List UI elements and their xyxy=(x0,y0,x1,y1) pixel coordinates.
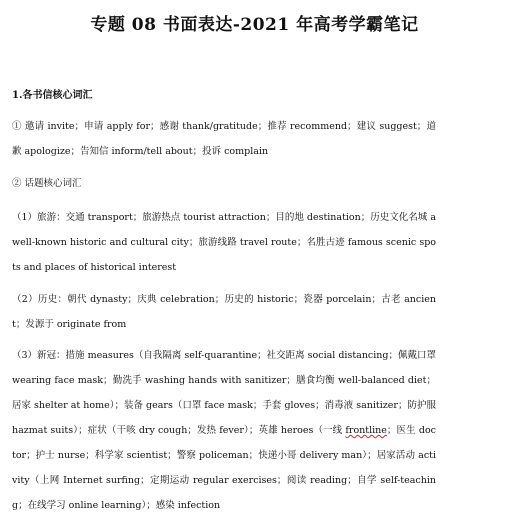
covid-text-part-2: ；医生 doctor；护士 nurse；科学家 scientist；警察 policeman；快递小哥 delivery man）；居家活动 activity（上网 Internet surfing；定期运动 regular exercises；阅读 reading；自学 self-teaching；在线学习 online learning）；感染 infection xyxy=(12,425,436,511)
section-heading: 1.各书信核心词汇 xyxy=(12,90,93,101)
paragraph-history: （2）历史：朝代 dynasty；庆典 celebration；历史的 historic；瓷器 porcelain；古老 ancient；发源于 originate from xyxy=(12,294,436,330)
covid-text-part-1: （3）新冠：措施 measures（自我隔离 self-quarantine；社交距离 social distancing；佩戴口罩 wearing face mask；勤洗手 washing hands with sanitizer；膳食均衡 well-balanced diet；居家 shelter at home）；装备 gears（口罩 face mask；手套 gloves；消毒液 sanitizer；防护服 hazmat suits）；症状（干咳 dry cough；发热 fever）；英雄 heroes（一线 xyxy=(12,350,436,436)
page-title: 专题 08 书面表达-2021 年高考学霸笔记 xyxy=(90,15,419,35)
paragraph-covid xyxy=(12,343,436,518)
paragraph-travel: （1）旅游：交通 transport；旅游热点 tourist attraction；目的地 destination；历史文化名城 a well-known historic and cultural city；旅游线路 travel route；名胜古迹 famous scenic spots and places of historical interest xyxy=(12,212,436,273)
spellcheck-underlined-word: frontline xyxy=(345,425,387,436)
paragraph-topic-heading: ② 话题核心词汇 xyxy=(12,178,82,189)
paragraph-letter-vocabulary: ① 邀请 invite；申请 apply for；感谢 thank/gratitude；推荐 recommend；建议 suggest；道歉 apologize；告知信 inform/tell about；投诉 complain xyxy=(12,121,436,157)
